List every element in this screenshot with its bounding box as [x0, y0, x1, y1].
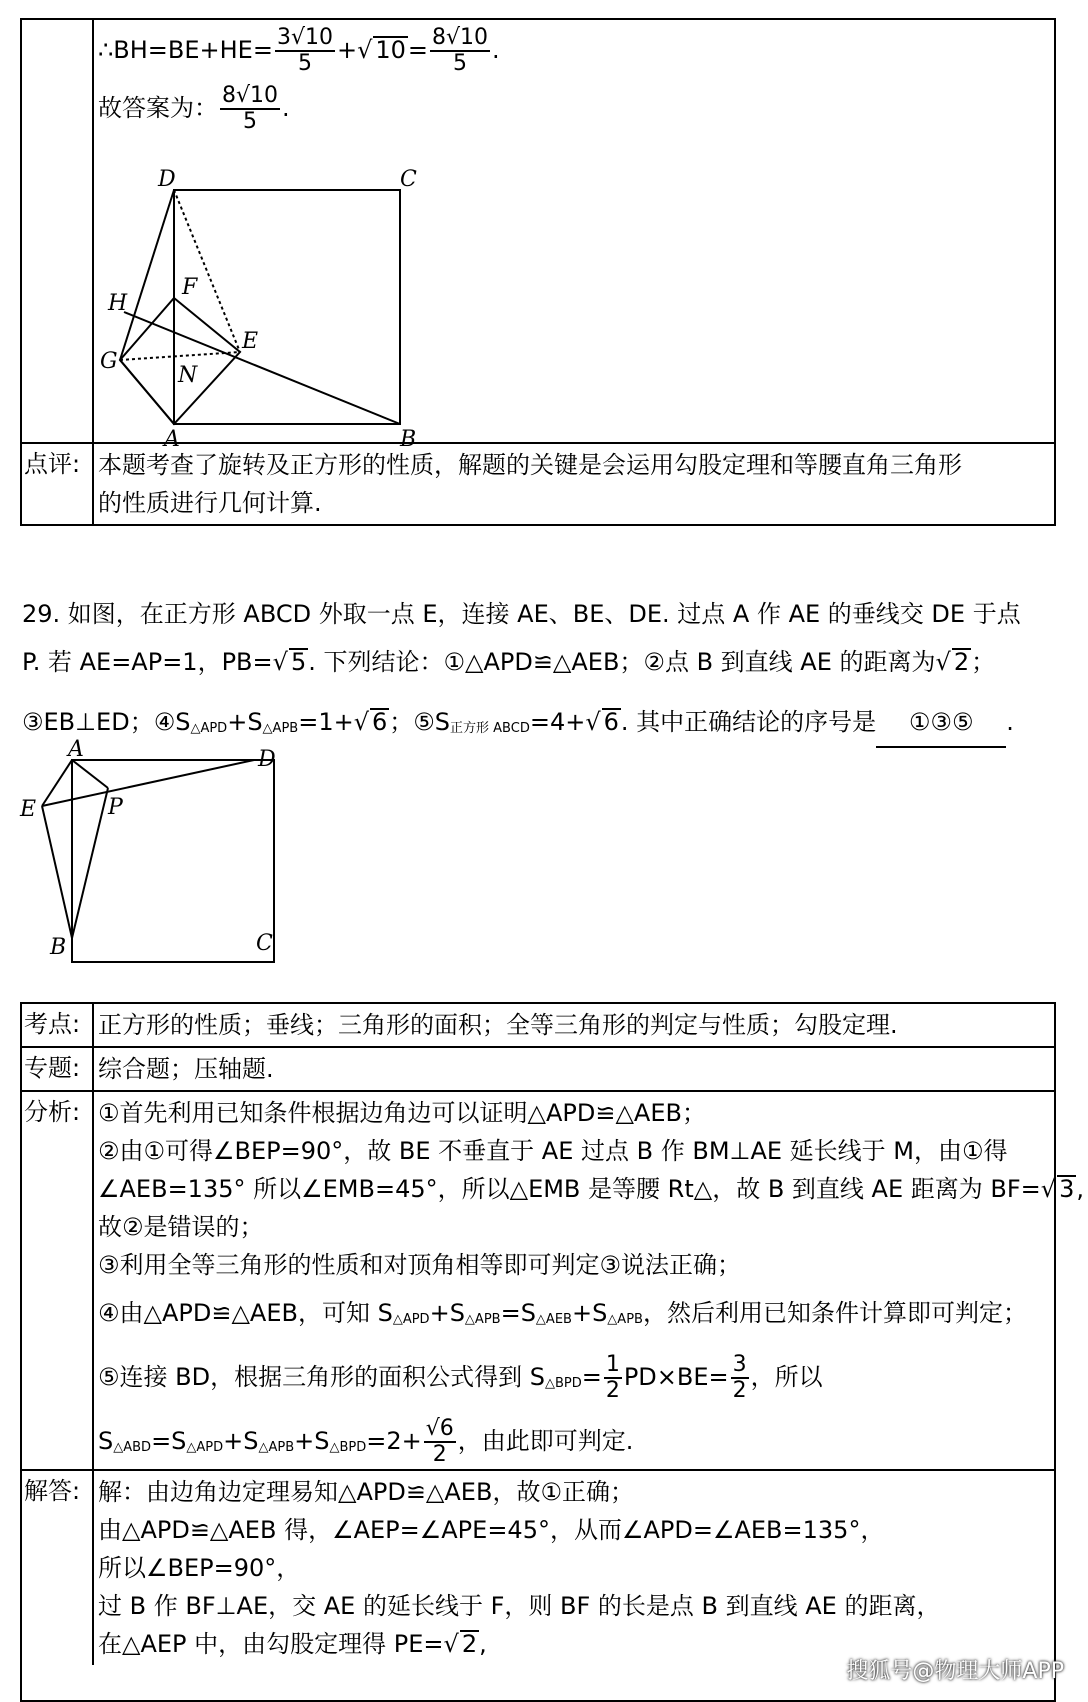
label-a-29: A	[68, 737, 84, 762]
analysis-table	[20, 1002, 1084, 1702]
q28-figure	[100, 167, 460, 460]
square-abcd-29	[72, 760, 274, 962]
zhuanti-row	[22, 1046, 1054, 1090]
label-b-29: B	[50, 935, 67, 960]
q28-empty-label	[22, 20, 94, 442]
fraction-3sqrt10-5: $\frac{3√10}{5}$	[276, 25, 333, 76]
line-hb	[124, 312, 400, 424]
zhuanti-content: 综合题；压轴题.	[98, 1055, 274, 1083]
watermark: 搜狐号@物理大师APP	[846, 1659, 1064, 1684]
kaodian-label: 考点:	[22, 1004, 94, 1046]
q29-stem: 29. 如图，在正方形 ABCD 外取一点 E，连接 AE、BE、DE. 过点 A 作 AE 的垂线交 DE 于点 P. 若 AE=AP=1，PB=√ 5. 下列结论：①△APD≌△AEB；②点 B 到直线 AE 的距离为√ 2； ③EB⊥ED；$④S_{\triangle APD}+S_{\triangle APB}=1+√$ 6；$⑤S_{正方形 ABCD}=4+√$ 6. 其中正确结论的序号是 ①③⑤ .	[22, 590, 1062, 753]
line-ae	[42, 760, 72, 806]
q28-solution-content	[94, 20, 1054, 452]
label-e-29: E	[20, 797, 37, 822]
label-f: F	[182, 275, 198, 300]
fenxi-label: 分析:	[22, 1092, 94, 1469]
dashed-de	[174, 190, 240, 352]
label-p-29: P	[108, 795, 123, 820]
fraction-8sqrt10-5: $\frac{8√10}{5}$	[432, 25, 489, 76]
jieda-content: 解：由边角边定理易知△APD≌△AEB，故①正确； 由△APD≌△AEB 得，∠AEP=∠APE=45°，从而∠APD=∠AEB=135°， 所以∠BEP=90°， 过 B 作 BF⊥AE，交 AE 的延长线于 F，则 BF 的长是点 B 到直线 AE 的距离， 在△AEP 中，由勾股定理得 PE=√ 2,	[94, 1471, 1054, 1665]
review-content: 本题考查了旋转及正方形的性质，解题的关键是会运用勾股定理和等腰直角三角形 的性质进行几何计算.	[98, 451, 962, 517]
label-h: H	[108, 291, 128, 316]
jieda-label: 解答:	[22, 1471, 94, 1665]
line-pb	[72, 788, 108, 938]
line-eb	[42, 806, 72, 938]
label-a: A	[164, 427, 180, 452]
q29-figure	[20, 737, 300, 960]
label-d: D	[158, 167, 176, 192]
bh-text: ∴BH=BE+HE=	[98, 36, 273, 64]
label-n: N	[178, 363, 198, 388]
fenxi-content: ①首先利用已知条件根据边角边可以证明△APD≌△AEB； ②由①可得∠BEP=90°，故 BE 不垂直于 AE 过点 B 作 BM⊥AE 延长线于 M，由①得 ∠AEB=135° 所以∠EMB=45°，所以△EMB 是等腰 Rt△，故 B 到直线 AE 距离为 BF=√ 3, 故②是错误的； ③利用全等三角形的性质和对顶角相等即可判定③说法正确； ④由△APD≌△AEB，可知 $S_{\triangle APD}+S_{\triangle APB}=S_{\triangle AEB}+S_{\triangle APB}$，然后利用已知条件计算即可判定； ⑤连接 BD，根据三角形的面积公式得到 $S_{\triangle BPD}=$ $\frac{1}{2}$ PD×BE= $\frac{3}{2}$ ，所以 $S_{\triangle ABD}=S_{\triangle APD}+S_{\triangle APB}+S_{\triangle BPD}=2+$ $\frac{√6}{2}$ ，由此即可判定.	[94, 1092, 1088, 1469]
label-c-29: C	[256, 931, 273, 956]
line-ed	[42, 760, 254, 806]
bh-equation: ∴BH=BE+HE= $\frac{3√10}{5}$ +√ 10= $\frac{8√10}{5}$ .	[98, 26, 1050, 76]
answer-blank: ①③⑤	[876, 698, 1006, 748]
label-g: G	[100, 349, 118, 374]
label-e: E	[242, 329, 259, 354]
label-c: C	[400, 167, 417, 192]
zhuanti-label: 专题:	[22, 1048, 94, 1090]
label-b: B	[400, 427, 417, 452]
dashed-ge	[120, 352, 240, 360]
q28-solution-row	[22, 20, 1054, 452]
kaodian-row	[22, 1004, 1054, 1046]
square-abcd	[174, 190, 400, 424]
label-d-29: D	[258, 747, 276, 772]
q28-answer: 故答案为： $\frac{8√10}{5}$ .	[98, 83, 290, 134]
jieda-row	[22, 1469, 1054, 1665]
line-ap	[72, 760, 108, 788]
answer-fraction: $\frac{8√10}{5}$	[222, 83, 279, 134]
fenxi-row	[22, 1090, 1084, 1469]
review-label: 点评:	[22, 444, 94, 524]
sqrt10: 10	[375, 36, 406, 64]
line-dg	[120, 190, 174, 360]
q28-table	[20, 18, 1056, 526]
kaodian-content: 正方形的性质；垂线；三角形的面积；全等三角形的判定与性质；勾股定理.	[98, 1011, 898, 1039]
